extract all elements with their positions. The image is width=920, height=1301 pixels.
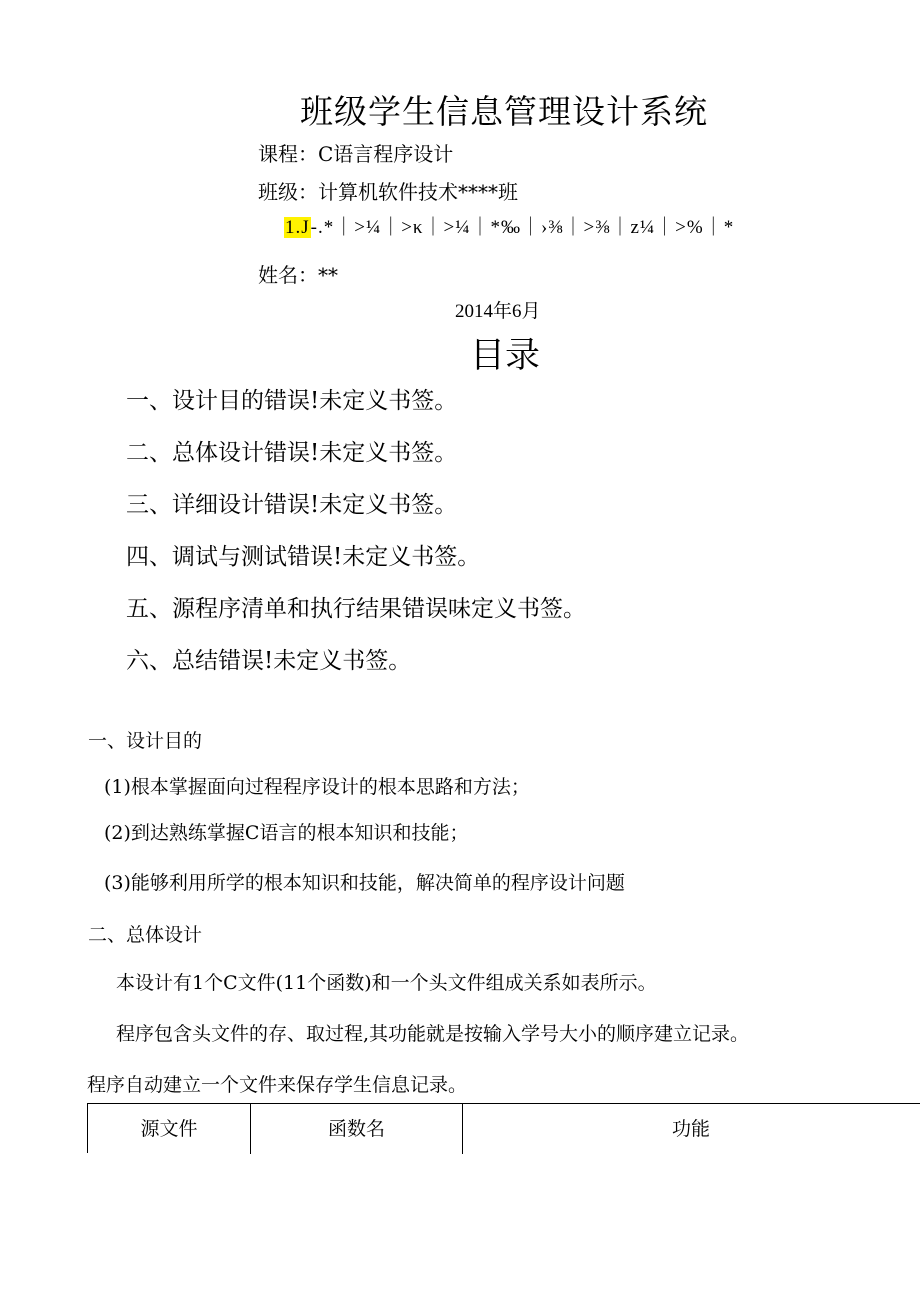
purpose-item: (1)根本掌握面向过程程序设计的根本思路和方法； bbox=[104, 776, 530, 798]
toc-item[interactable]: 一、设计目的错误!未定义书签。 bbox=[126, 388, 458, 414]
design-paragraph: 本设计有1个C文件(11个函数)和一个头文件组成关系如表所示。 bbox=[116, 972, 657, 994]
design-paragraph: 程序自动建立一个文件来保存学生信息记录。 bbox=[87, 1074, 468, 1096]
toc-item[interactable]: 三、详细设计错误!未定义书签。 bbox=[126, 492, 458, 518]
course-line: 课程：C语言程序设计 bbox=[258, 142, 454, 166]
document-title: 班级学生信息管理设计系统 bbox=[300, 92, 708, 131]
design-paragraph: 程序包含头文件的存、取过程,其功能就是按输入学号大小的顺序建立记录。 bbox=[116, 1023, 750, 1045]
purpose-item: (3)能够利用所学的根本知识和技能，解决简单的程序设计问题 bbox=[104, 872, 625, 894]
garbled-text: -.*｜>¼｜>κ｜>¼｜*‰｜›⅜｜>⅜｜z¼｜>%｜* bbox=[310, 217, 735, 238]
file-function-table bbox=[87, 1103, 920, 1153]
highlighted-text: 1.J bbox=[285, 217, 310, 238]
table-header-function-name: 函数名 bbox=[251, 1104, 463, 1154]
date-line: 2014年6月 bbox=[455, 301, 541, 322]
toc-item[interactable]: 五、源程序清单和执行结果错误味定义书签。 bbox=[126, 596, 586, 622]
table-header-source-file: 源文件 bbox=[88, 1104, 251, 1154]
table-header-feature: 功能 bbox=[671, 1118, 710, 1140]
toc-item[interactable]: 四、调试与测试错误!未定义书签。 bbox=[126, 544, 481, 570]
section-heading-purpose: 一、设计目的 bbox=[88, 730, 203, 752]
toc-title: 目录 bbox=[470, 336, 541, 376]
purpose-item: (2)到达熟练掌握C语言的根本知识和技能； bbox=[104, 822, 469, 844]
name-line: 姓名：** bbox=[258, 263, 338, 287]
garbled-student-id-line bbox=[284, 212, 734, 239]
class-line: 班级：计算机软件技术****班 bbox=[258, 180, 518, 204]
toc-item[interactable]: 六、总结错误!未定义书签。 bbox=[126, 648, 412, 674]
toc-item[interactable]: 二、总体设计错误!未定义书签。 bbox=[126, 440, 458, 466]
section-heading-overall-design: 二、总体设计 bbox=[88, 924, 203, 946]
